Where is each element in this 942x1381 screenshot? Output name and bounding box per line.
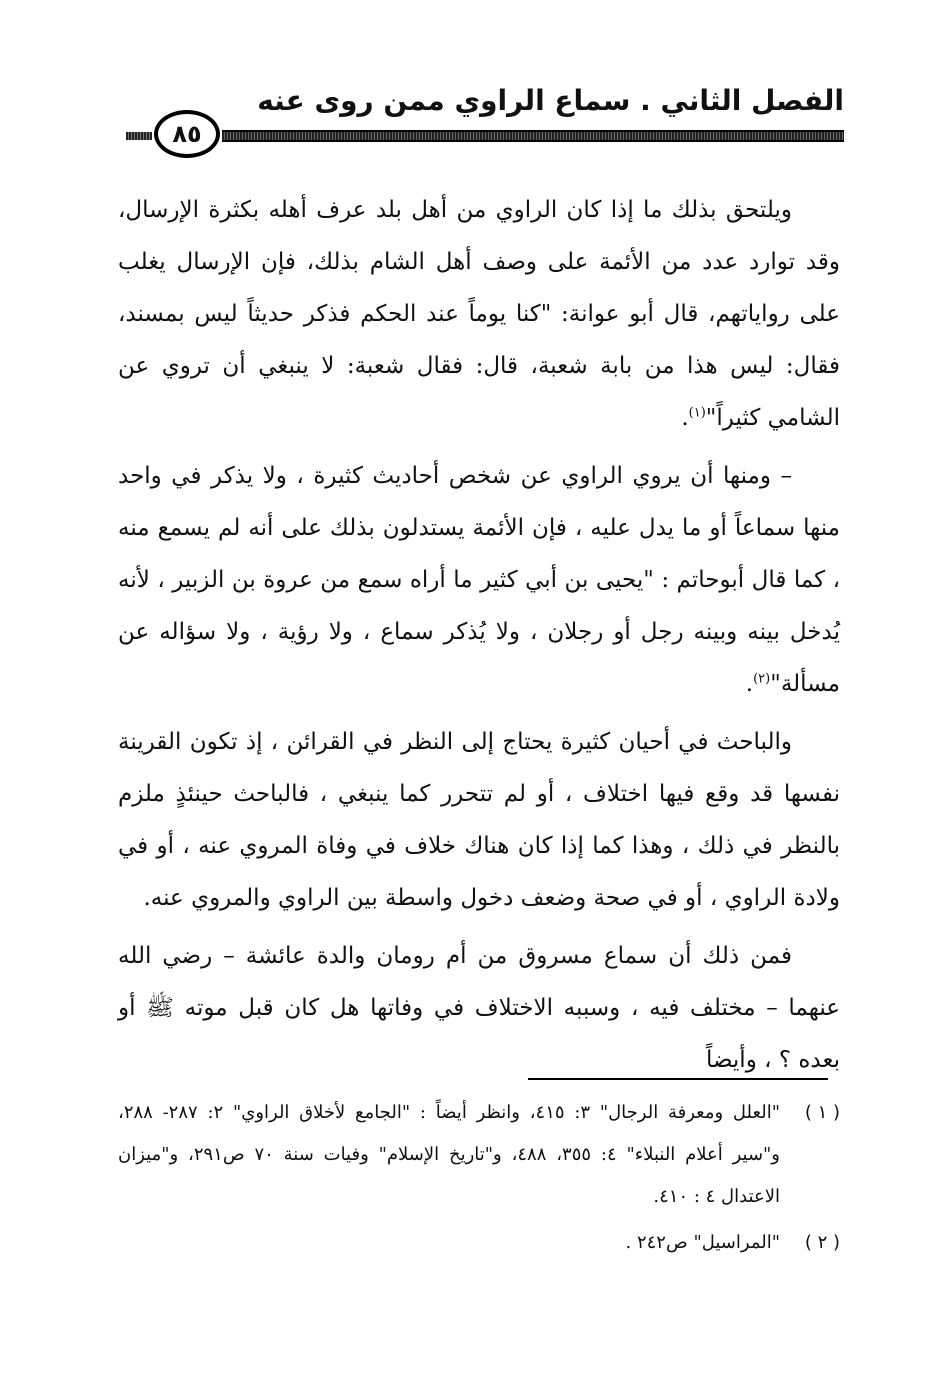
footnote-separator — [528, 1078, 828, 1080]
footnote-text: "العلل ومعرفة الرجال" ٣: ٤١٥، وانظر أيضاً : "الجامع لأخلاق الراوي" ٢: ٢٨٧- ٢٨٨، و"سير أعلام النبلاء" ٤: ٣٥٥، ٤٨٨، و"تاريخ الإسلام" وفيات سنة ٧٠ ص٢٩١، و"ميزان الاعتدال ٤ : ٤١٠. — [118, 1102, 781, 1207]
footnote-ref-1: (١) — [688, 405, 706, 421]
header-rule — [222, 130, 844, 142]
footnote-number: ( ١ ) — [804, 1102, 840, 1123]
footnote-text: "المراسيل" ص٢٤٢ . — [625, 1232, 780, 1253]
paragraph: ويلتحق بذلك ما إذا كان الراوي من أهل بلد عرف أهله بكثرة الإرسال، وقد توارد عدد من الأئمة على وصف أهل الشام بذلك، فإن الإرسال يغلب على رواياتهم، قال أبو عوانة: "كنا يوماً عند الحكم فذكر حديثاً ليس بمسند، فقال: ليس هذا من بابة شعبة، قال: فقال شعبة: لا ينبغي أن تروي عن الشامي كثيراً"$^{(١)}$. — [118, 197, 840, 431]
page-header — [118, 84, 844, 174]
footnote-ref-2: (٢) — [753, 671, 771, 687]
main-text — [118, 184, 840, 1086]
header-rule-left — [126, 132, 152, 140]
paragraph: والباحث في أحيان كثيرة يحتاج إلى النظر في القرائن ، إذ تكون القرينة نفسها قد وقع فيها اختلاف ، أو لم تتحرر كما ينبغي ، فالباحث حينئذٍ ملزم بالنظر في ذلك ، وهذا كما إذا كان هناك خلاف في وفاة المروي عنه ، أو في ولادة الراوي ، أو في صحة وضعف دخول واسطة بين الراوي والمروي عنه. — [118, 729, 840, 911]
footnotes — [118, 1092, 840, 1264]
footnote-item — [118, 1222, 840, 1264]
paragraph: – ومنها أن يروي الراوي عن شخص أحاديث كثيرة ، ولا يذكر في واحد منها سماعاً أو ما يدل عليه ، فإن الأئمة يستدلون بذلك على أنه لم يسمع منه ، كما قال أبوحاتم : "يحيى بن أبي كثير ما أراه سمع من عروة بن الزبير ، لأنه يُدخل بينه وبينه رجل أو رجلان ، ولا يُذكر سماع ، ولا رؤية ، ولا سؤاله عن مسألة"$^{(٢)}$. — [118, 463, 840, 697]
footnote-number: ( ٢ ) — [804, 1232, 840, 1253]
paragraph: فمن ذلك أن سماع مسروق من أم رومان والدة عائشة – رضي الله عنهما – مختلف فيه ، وسببه الاختلاف في وفاتها هل كان قبل موته ﷺ أو بعده ؟ ، وأيضاً — [118, 943, 840, 1073]
page-number: ٨٥ — [154, 110, 220, 158]
footnote-item — [118, 1092, 840, 1218]
chapter-title: الفصل الثاني . سماع الراوي ممن روى عنه — [257, 84, 844, 117]
